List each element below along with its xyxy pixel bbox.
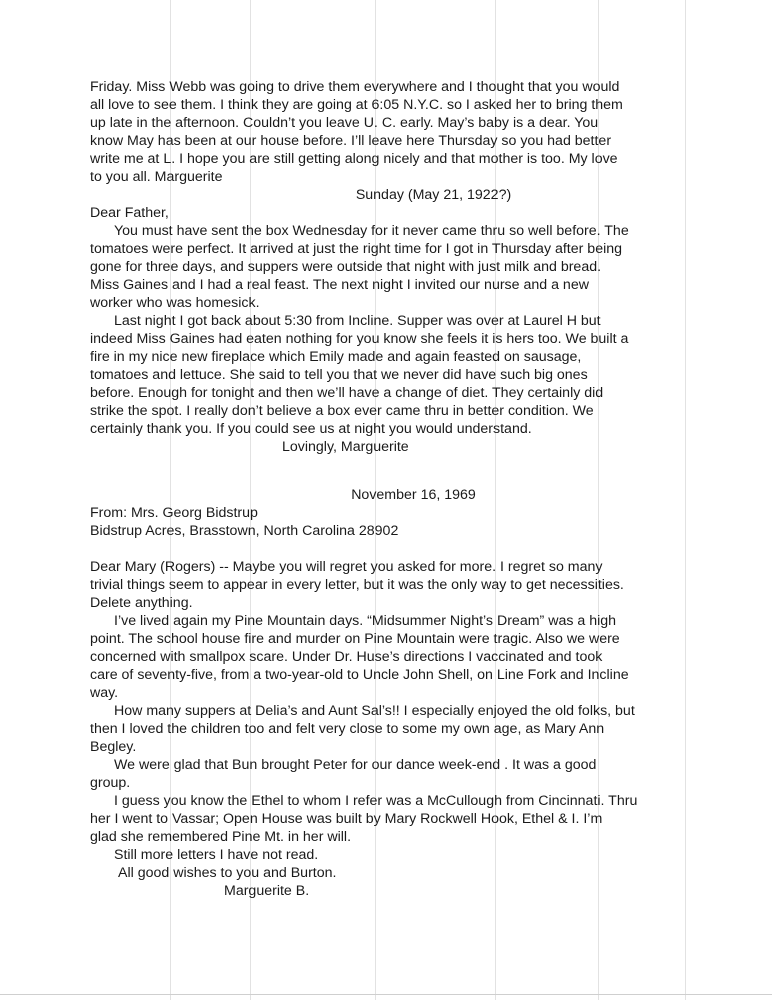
letter2-line: fire in my nice new fireplace which Emily made and again feasted on sausage, <box>90 349 582 365</box>
letter3-line: I guess you know the Ethel to whom I refer was a McCullough from Cincinnati. Thru <box>114 793 638 809</box>
letter3-line: We were glad that Bun brought Peter for our dance week-end . It was a good <box>114 757 597 773</box>
letter1-line: write me at L. I hope you are still getting along nicely and that mother is too. My love <box>90 151 618 167</box>
letter3-line: group. <box>90 775 131 791</box>
scan-bottom-edge <box>0 994 772 995</box>
letter3-from: From: Mrs. Georg Bidstrup <box>90 505 258 521</box>
letter3-line: then I loved the children too and felt very close to some my own age, as Mary Ann <box>90 721 605 737</box>
letter1-line: to you all. Marguerite <box>90 169 223 185</box>
letter3-line: trivial things seem to appear in every letter, but it was the only way to get necessities. <box>90 577 624 593</box>
letter2-line: You must have sent the box Wednesday for it never came thru so well before. The <box>114 223 629 239</box>
letter3-line: How many suppers at Delia’s and Aunt Sal’s!! I especially enjoyed the old folks, but <box>114 703 635 719</box>
letter2-line: before. Enough for tonight and then we’ll have a change of diet. They certainly did <box>90 385 604 401</box>
letter2-line: Miss Gaines and I had a real feast. The next night I invited our nurse and a new <box>90 277 589 293</box>
letter2-closing: Lovingly, Marguerite <box>282 439 409 455</box>
letter3-line: way. <box>90 685 119 701</box>
letter2-salutation: Dear Father, <box>90 205 169 221</box>
letter3-line: Begley. <box>90 739 137 755</box>
letter3-line: All good wishes to you and Burton. <box>118 865 337 881</box>
letter2-line: tomatoes and lettuce. She said to tell you that we never did have such big ones <box>90 367 588 383</box>
letter2-line: strike the spot. I really don’t believe a box ever came thru in better condition. We <box>90 403 594 419</box>
letter3-line: concerned with smallpox scare. Under Dr. Huse’s directions I vaccinated and took <box>90 649 603 665</box>
letter2-line: Last night I got back about 5:30 from Incline. Supper was over at Laurel H but <box>114 313 601 329</box>
letter3-line: Still more letters I have not read. <box>114 847 319 863</box>
letter1-line: know May has been at our house before. I’ll leave here Thursday so you had better <box>90 133 612 149</box>
letter1-line: Friday. Miss Webb was going to drive them everywhere and I thought that you would <box>90 79 620 95</box>
letter3-line: glad she remembered Pine Mt. in her will. <box>90 829 352 845</box>
letter3-line: I’ve lived again my Pine Mountain days. “Midsummer Night’s Dream” was a high <box>114 613 617 629</box>
letter3-address: Bidstrup Acres, Brasstown, North Carolina 28902 <box>90 523 399 539</box>
letter2-line: worker who was homesick. <box>90 295 260 311</box>
letter2-line: certainly thank you. If you could see us at night you would understand. <box>90 421 532 437</box>
letter1-line: up late in the afternoon. Couldn’t you leave U. C. early. May’s baby is a dear. You <box>90 115 599 131</box>
letter3-line: Delete anything. <box>90 595 193 611</box>
letter2-date: Sunday (May 21, 1922?) <box>355 187 512 203</box>
letter2-line: gone for three days, and suppers were outside that night with just milk and bread. <box>90 259 602 275</box>
letter2-line: indeed Miss Gaines had eaten nothing for you know she feels it is hers too. We built a <box>90 331 629 347</box>
letter1-line: all love to see them. I think they are going at 6:05 N.Y.C. so I asked her to bring them <box>90 97 623 113</box>
letter3-line: care of seventy-five, from a two-year-old to Uncle John Shell, on Line Fork and Incline <box>90 667 629 683</box>
letter3-line: her I went to Vassar; Open House was built by Mary Rockwell Hook, Ethel & I. I’m <box>90 811 603 827</box>
letter3-line: Dear Mary (Rogers) -- Maybe you will regret you asked for more. I regret so many <box>90 559 603 575</box>
letter3-date: November 16, 1969 <box>351 487 476 503</box>
letter2-line: tomatoes were perfect. It arrived at just the right time for I got in Thursday after being <box>90 241 623 257</box>
letter3-signature: Marguerite B. <box>224 883 310 899</box>
letter3-line: point. The school house fire and murder on Pine Mountain were tragic. Also we were <box>90 631 620 647</box>
